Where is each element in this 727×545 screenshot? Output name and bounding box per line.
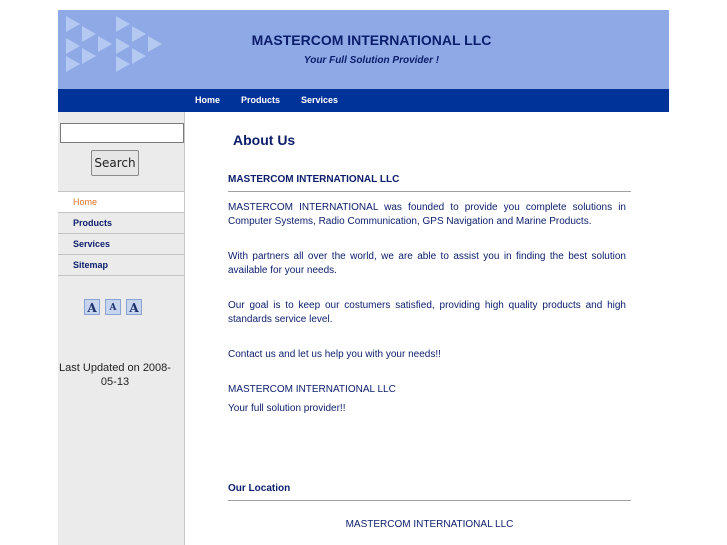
topnav-products-link[interactable]: Products [241, 95, 281, 105]
location-heading: Our Location [228, 483, 631, 501]
reset-font-icon[interactable]: A [126, 299, 142, 315]
sidebar-item-sitemap[interactable]: Sitemap [58, 254, 184, 276]
sidebar-item-services[interactable]: Services [58, 233, 184, 254]
decrease-font-icon[interactable]: A [105, 299, 121, 315]
font-size-controls [84, 299, 147, 317]
sidebar-navigation [58, 191, 184, 276]
search-input[interactable] [60, 123, 184, 143]
header [58, 10, 669, 89]
top-navigation [58, 89, 669, 112]
main-content [185, 112, 669, 545]
sidebar-item-home[interactable]: Home [58, 191, 184, 212]
location-name: MASTERCOM INTERNATIONAL LLC [345, 519, 514, 530]
topnav-home-link[interactable]: Home [195, 95, 221, 105]
paragraph-partners: With partners all over the world, we are able to assist you in finding the best solution available for your needs. [228, 251, 626, 276]
sidebar [58, 112, 185, 545]
paragraph-intro: MASTERCOM INTERNATIONAL was founded to provide you complete solutions in Computer Systems, Radio Communication, GPS Navigation and Marine Products. [228, 202, 626, 227]
page-title: About Us [233, 132, 296, 148]
page [58, 10, 669, 545]
site-tagline: Your Full Solution Provider ! [303, 55, 440, 66]
paragraph-contact: Contact us and let us help you with your needs!! [228, 349, 441, 360]
signature-name: MASTERCOM INTERNATIONAL LLC [228, 384, 396, 395]
sidebar-item-products[interactable]: Products [58, 212, 184, 233]
paragraph-goal: Our goal is to keep our costumers satisfied, providing high quality products and high standards service level. [228, 300, 626, 325]
signature-tagline: Your full solution provider!! [228, 403, 346, 414]
company-heading: MASTERCOM INTERNATIONAL LLC [228, 174, 631, 192]
site-title: MASTERCOM INTERNATIONAL LLC [251, 32, 492, 48]
topnav-services-link[interactable]: Services [301, 95, 339, 105]
increase-font-icon[interactable]: A [84, 299, 100, 315]
last-updated-text: Last Updated on 2008-05-13 [59, 362, 171, 388]
search-button[interactable]: Search [91, 150, 139, 176]
